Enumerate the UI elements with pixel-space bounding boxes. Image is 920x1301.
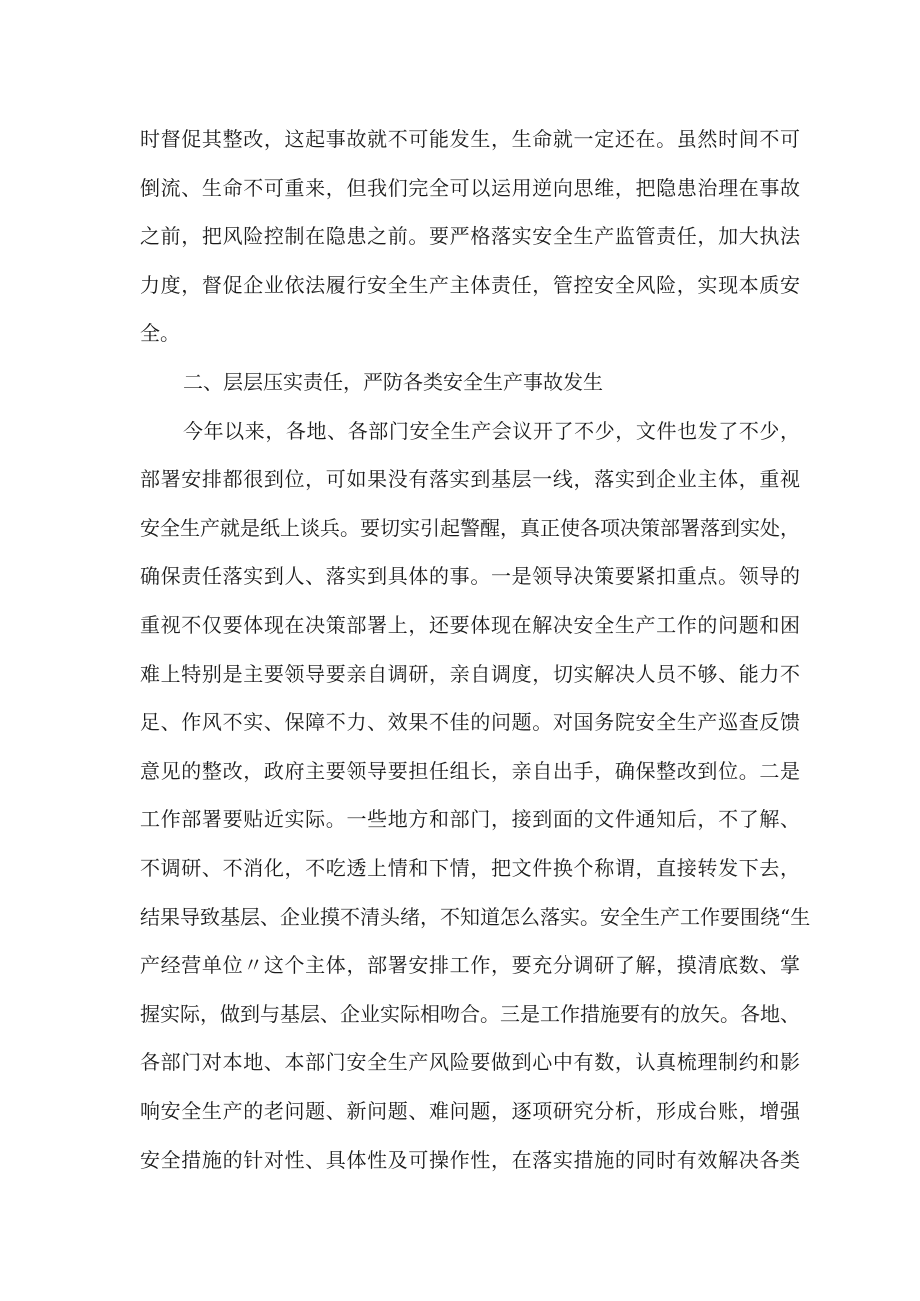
text-line: 之前，把风险控制在隐患之前。要严格落实安全生产监管责任，加大执法: [140, 224, 800, 248]
text-line: 重视不仅要体现在决策部署上，还要体现在解决安全生产工作的问题和困: [140, 613, 800, 637]
text-line: 倒流、生命不可重来，但我们完全可以运用逆向思维，把隐患治理在事故: [140, 176, 800, 200]
text-line: 足、作风不实、保障不力、效果不佳的问题。对国务院安全生产巡查反馈: [140, 710, 800, 734]
text-line: 今年以来，各地、各部门安全生产会议开了不少，文件也发了不少，: [183, 419, 800, 443]
text-line: 结果导致基层、企业摸不清头绪，不知道怎么落实。安全生产工作要围绕“生: [140, 905, 811, 929]
text-line: 确保责任落实到人、落实到具体的事。一是领导决策要紧扣重点。领导的: [140, 564, 800, 588]
text-line: 时督促其整改，这起事故就不可能发生，生命就一定还在。虽然时间不可: [140, 127, 800, 151]
text-line: 握实际，做到与基层、企业实际相吻合。三是工作措施要有的放矢。各地、: [140, 1002, 800, 1026]
text-line: 意见的整改，政府主要领导要担任组长，亲自出手，确保整改到位。二是: [140, 759, 800, 783]
text-line: 不调研、不消化，不吃透上情和下情，把文件换个称谓，直接转发下去，: [140, 856, 800, 880]
text-line: 产经营单位〃这个主体，部署安排工作，要充分调研了解，摸清底数、掌: [140, 953, 800, 977]
text-line: 工作部署要贴近实际。一些地方和部门，接到面的文件通知后，不了解、: [140, 807, 800, 831]
text-line: 力度，督促企业依法履行安全生产主体责任，管控安全风险，实现本质安: [140, 273, 800, 297]
text-line: 难上特别是主要领导要亲自调研，亲自调度，切实解决人员不够、能力不: [140, 662, 800, 686]
text-line: 安全措施的针对性、具体性及可操作性，在落实措施的同时有效解决各类: [140, 1148, 800, 1172]
text-line: 各部门对本地、本部门安全生产风险要做到心中有数，认真梳理制约和影: [140, 1050, 800, 1074]
text-line: 部署安排都很到位，可如果没有落实到基层一线，落实到企业主体，重视: [140, 467, 800, 491]
text-line: 全。: [140, 321, 180, 345]
section-heading: 二、层层压实责任，严防各类安全生产事故发生: [183, 370, 603, 394]
text-line: 响安全生产的老问题、新问题、难问题，逐项研究分析，形成台账，增强: [140, 1099, 800, 1123]
text-line: 安全生产就是纸上谈兵。要切实引起警醒，真正使各项决策部署落到实处，: [140, 516, 800, 540]
